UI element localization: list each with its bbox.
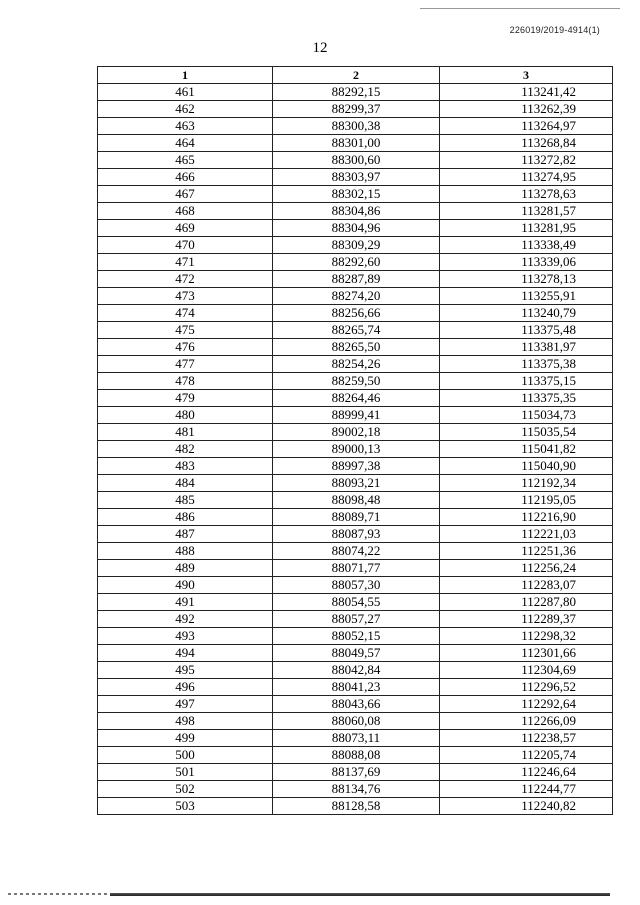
y-coordinate-cell: 113339,06 bbox=[440, 254, 613, 271]
column-header-3: 3 bbox=[440, 67, 613, 84]
y-coordinate-cell: 112221,03 bbox=[440, 526, 613, 543]
table-row bbox=[98, 560, 613, 577]
y-coordinate-cell: 115035,54 bbox=[440, 424, 613, 441]
point-number-cell: 492 bbox=[98, 611, 273, 628]
x-coordinate-cell: 88304,86 bbox=[273, 203, 440, 220]
point-number-cell: 468 bbox=[98, 203, 273, 220]
table-row bbox=[98, 543, 613, 560]
y-coordinate-cell: 113375,38 bbox=[440, 356, 613, 373]
y-coordinate-cell: 112266,09 bbox=[440, 713, 613, 730]
y-coordinate-cell: 112287,80 bbox=[440, 594, 613, 611]
x-coordinate-cell: 88302,15 bbox=[273, 186, 440, 203]
table-header-row bbox=[98, 67, 613, 84]
table-row bbox=[98, 186, 613, 203]
y-coordinate-cell: 113268,84 bbox=[440, 135, 613, 152]
y-coordinate-cell: 112256,24 bbox=[440, 560, 613, 577]
table-row bbox=[98, 254, 613, 271]
x-coordinate-cell: 88259,50 bbox=[273, 373, 440, 390]
point-number-cell: 496 bbox=[98, 679, 273, 696]
table-row bbox=[98, 764, 613, 781]
table-row bbox=[98, 747, 613, 764]
y-coordinate-cell: 113264,97 bbox=[440, 118, 613, 135]
table-row bbox=[98, 679, 613, 696]
x-coordinate-cell: 88265,74 bbox=[273, 322, 440, 339]
table-row bbox=[98, 407, 613, 424]
x-coordinate-cell: 88049,57 bbox=[273, 645, 440, 662]
x-coordinate-cell: 88299,37 bbox=[273, 101, 440, 118]
y-coordinate-cell: 113381,97 bbox=[440, 339, 613, 356]
table-row bbox=[98, 696, 613, 713]
point-number-cell: 484 bbox=[98, 475, 273, 492]
x-coordinate-cell: 88043,66 bbox=[273, 696, 440, 713]
table-row bbox=[98, 390, 613, 407]
x-coordinate-cell: 88265,50 bbox=[273, 339, 440, 356]
y-coordinate-cell: 115041,82 bbox=[440, 441, 613, 458]
x-coordinate-cell: 88301,00 bbox=[273, 135, 440, 152]
x-coordinate-cell: 88060,08 bbox=[273, 713, 440, 730]
point-number-cell: 490 bbox=[98, 577, 273, 594]
x-coordinate-cell: 88089,71 bbox=[273, 509, 440, 526]
x-coordinate-cell: 88041,23 bbox=[273, 679, 440, 696]
point-number-cell: 498 bbox=[98, 713, 273, 730]
y-coordinate-cell: 112301,66 bbox=[440, 645, 613, 662]
table-row bbox=[98, 492, 613, 509]
x-coordinate-cell: 88057,27 bbox=[273, 611, 440, 628]
y-coordinate-cell: 113241,42 bbox=[440, 84, 613, 101]
x-coordinate-cell: 88134,76 bbox=[273, 781, 440, 798]
x-coordinate-cell: 88300,38 bbox=[273, 118, 440, 135]
y-coordinate-cell: 112304,69 bbox=[440, 662, 613, 679]
point-number-cell: 464 bbox=[98, 135, 273, 152]
table-row bbox=[98, 798, 613, 815]
point-number-cell: 481 bbox=[98, 424, 273, 441]
point-number-cell: 500 bbox=[98, 747, 273, 764]
table-row bbox=[98, 713, 613, 730]
scan-artifact-dots bbox=[8, 893, 108, 895]
point-number-cell: 479 bbox=[98, 390, 273, 407]
table-body bbox=[98, 84, 613, 815]
x-coordinate-cell: 88074,22 bbox=[273, 543, 440, 560]
x-coordinate-cell: 88303,97 bbox=[273, 169, 440, 186]
y-coordinate-cell: 113262,39 bbox=[440, 101, 613, 118]
table-header bbox=[98, 67, 613, 84]
point-number-cell: 503 bbox=[98, 798, 273, 815]
point-number-cell: 475 bbox=[98, 322, 273, 339]
point-number-cell: 474 bbox=[98, 305, 273, 322]
x-coordinate-cell: 88309,29 bbox=[273, 237, 440, 254]
table-row bbox=[98, 611, 613, 628]
table-row bbox=[98, 509, 613, 526]
x-coordinate-cell: 88264,46 bbox=[273, 390, 440, 407]
x-coordinate-cell: 88287,89 bbox=[273, 271, 440, 288]
x-coordinate-cell: 88137,69 bbox=[273, 764, 440, 781]
point-number-cell: 494 bbox=[98, 645, 273, 662]
table-row bbox=[98, 594, 613, 611]
x-coordinate-cell: 88073,11 bbox=[273, 730, 440, 747]
y-coordinate-cell: 112195,05 bbox=[440, 492, 613, 509]
point-number-cell: 476 bbox=[98, 339, 273, 356]
y-coordinate-cell: 113375,35 bbox=[440, 390, 613, 407]
table-row bbox=[98, 458, 613, 475]
x-coordinate-cell: 88057,30 bbox=[273, 577, 440, 594]
x-coordinate-cell: 88274,20 bbox=[273, 288, 440, 305]
point-number-cell: 469 bbox=[98, 220, 273, 237]
y-coordinate-cell: 113272,82 bbox=[440, 152, 613, 169]
y-coordinate-cell: 112216,90 bbox=[440, 509, 613, 526]
table-row bbox=[98, 781, 613, 798]
x-coordinate-cell: 88071,77 bbox=[273, 560, 440, 577]
point-number-cell: 478 bbox=[98, 373, 273, 390]
table-row bbox=[98, 356, 613, 373]
page-number: 12 bbox=[312, 40, 328, 56]
y-coordinate-cell: 112298,32 bbox=[440, 628, 613, 645]
y-coordinate-cell: 113281,95 bbox=[440, 220, 613, 237]
point-number-cell: 462 bbox=[98, 101, 273, 118]
x-coordinate-cell: 88093,21 bbox=[273, 475, 440, 492]
table-row bbox=[98, 305, 613, 322]
table-row bbox=[98, 203, 613, 220]
y-coordinate-cell: 113240,79 bbox=[440, 305, 613, 322]
point-number-cell: 467 bbox=[98, 186, 273, 203]
y-coordinate-cell: 112192,34 bbox=[440, 475, 613, 492]
x-coordinate-cell: 89002,18 bbox=[273, 424, 440, 441]
y-coordinate-cell: 112240,82 bbox=[440, 798, 613, 815]
y-coordinate-cell: 112205,74 bbox=[440, 747, 613, 764]
y-coordinate-cell: 113375,48 bbox=[440, 322, 613, 339]
y-coordinate-cell: 113278,13 bbox=[440, 271, 613, 288]
point-number-cell: 491 bbox=[98, 594, 273, 611]
x-coordinate-cell: 88042,84 bbox=[273, 662, 440, 679]
x-coordinate-cell: 89000,13 bbox=[273, 441, 440, 458]
y-coordinate-cell: 113281,57 bbox=[440, 203, 613, 220]
point-number-cell: 485 bbox=[98, 492, 273, 509]
x-coordinate-cell: 88997,38 bbox=[273, 458, 440, 475]
table-row bbox=[98, 424, 613, 441]
x-coordinate-cell: 88292,60 bbox=[273, 254, 440, 271]
column-header-2: 2 bbox=[273, 67, 440, 84]
x-coordinate-cell: 88052,15 bbox=[273, 628, 440, 645]
y-coordinate-cell: 113375,15 bbox=[440, 373, 613, 390]
y-coordinate-cell: 113278,63 bbox=[440, 186, 613, 203]
y-coordinate-cell: 112238,57 bbox=[440, 730, 613, 747]
table-row bbox=[98, 271, 613, 288]
point-number-cell: 497 bbox=[98, 696, 273, 713]
y-coordinate-cell: 112283,07 bbox=[440, 577, 613, 594]
table-row bbox=[98, 373, 613, 390]
point-number-cell: 483 bbox=[98, 458, 273, 475]
point-number-cell: 465 bbox=[98, 152, 273, 169]
x-coordinate-cell: 88256,66 bbox=[273, 305, 440, 322]
x-coordinate-cell: 88254,26 bbox=[273, 356, 440, 373]
point-number-cell: 493 bbox=[98, 628, 273, 645]
point-number-cell: 487 bbox=[98, 526, 273, 543]
point-number-cell: 499 bbox=[98, 730, 273, 747]
table-row bbox=[98, 101, 613, 118]
y-coordinate-cell: 115040,90 bbox=[440, 458, 613, 475]
point-number-cell: 466 bbox=[98, 169, 273, 186]
x-coordinate-cell: 88304,96 bbox=[273, 220, 440, 237]
point-number-cell: 502 bbox=[98, 781, 273, 798]
x-coordinate-cell: 88300,60 bbox=[273, 152, 440, 169]
point-number-cell: 495 bbox=[98, 662, 273, 679]
y-coordinate-cell: 112296,52 bbox=[440, 679, 613, 696]
table-row bbox=[98, 526, 613, 543]
table-row bbox=[98, 475, 613, 492]
table-row bbox=[98, 288, 613, 305]
y-coordinate-cell: 112244,77 bbox=[440, 781, 613, 798]
point-number-cell: 486 bbox=[98, 509, 273, 526]
table-row bbox=[98, 84, 613, 101]
point-number-cell: 463 bbox=[98, 118, 273, 135]
table-row bbox=[98, 169, 613, 186]
table-row bbox=[98, 237, 613, 254]
table-row bbox=[98, 645, 613, 662]
table-row bbox=[98, 730, 613, 747]
y-coordinate-cell: 112289,37 bbox=[440, 611, 613, 628]
point-number-cell: 472 bbox=[98, 271, 273, 288]
point-number-cell: 501 bbox=[98, 764, 273, 781]
point-number-cell: 489 bbox=[98, 560, 273, 577]
table-row bbox=[98, 135, 613, 152]
y-coordinate-cell: 115034,73 bbox=[440, 407, 613, 424]
point-number-cell: 480 bbox=[98, 407, 273, 424]
point-number-cell: 470 bbox=[98, 237, 273, 254]
table-row bbox=[98, 441, 613, 458]
x-coordinate-cell: 88098,48 bbox=[273, 492, 440, 509]
y-coordinate-cell: 113255,91 bbox=[440, 288, 613, 305]
x-coordinate-cell: 88128,58 bbox=[273, 798, 440, 815]
bottom-rule bbox=[110, 893, 610, 896]
table-row bbox=[98, 220, 613, 237]
table-row bbox=[98, 628, 613, 645]
table-row bbox=[98, 662, 613, 679]
x-coordinate-cell: 88088,08 bbox=[273, 747, 440, 764]
x-coordinate-cell: 88054,55 bbox=[273, 594, 440, 611]
point-number-cell: 482 bbox=[98, 441, 273, 458]
table-row bbox=[98, 152, 613, 169]
y-coordinate-cell: 112292,64 bbox=[440, 696, 613, 713]
y-coordinate-cell: 113338,49 bbox=[440, 237, 613, 254]
x-coordinate-cell: 88087,93 bbox=[273, 526, 440, 543]
x-coordinate-cell: 88292,15 bbox=[273, 84, 440, 101]
y-coordinate-cell: 112246,64 bbox=[440, 764, 613, 781]
table-row bbox=[98, 322, 613, 339]
point-number-cell: 471 bbox=[98, 254, 273, 271]
column-header-1: 1 bbox=[98, 67, 273, 84]
point-number-cell: 473 bbox=[98, 288, 273, 305]
x-coordinate-cell: 88999,41 bbox=[273, 407, 440, 424]
point-number-cell: 488 bbox=[98, 543, 273, 560]
table-row bbox=[98, 118, 613, 135]
top-rule bbox=[420, 8, 620, 9]
coordinates-table bbox=[97, 66, 613, 815]
y-coordinate-cell: 113274,95 bbox=[440, 169, 613, 186]
table-row bbox=[98, 339, 613, 356]
point-number-cell: 461 bbox=[98, 84, 273, 101]
point-number-cell: 477 bbox=[98, 356, 273, 373]
document-id: 226019/2019-4914(1) bbox=[509, 25, 600, 35]
table-row bbox=[98, 577, 613, 594]
y-coordinate-cell: 112251,36 bbox=[440, 543, 613, 560]
